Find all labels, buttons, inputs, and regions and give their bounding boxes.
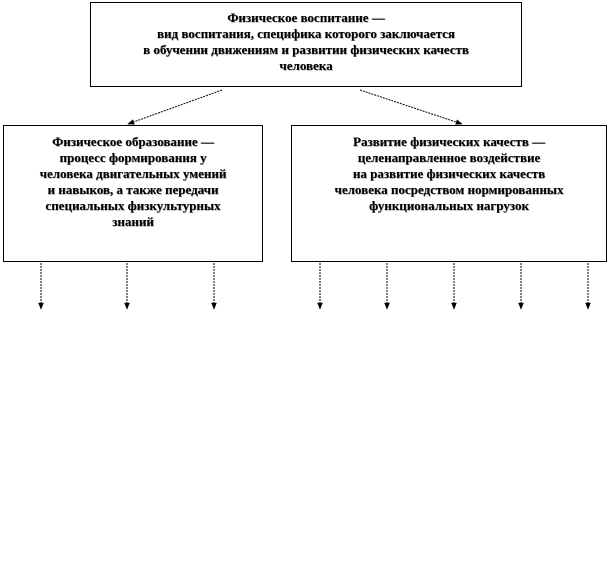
physical-training-line-4: специальных физкультурных (45, 198, 221, 213)
physical-education-title: Физическое воспитание — (227, 10, 385, 25)
physical-qualities-line-4: функциональных нагрузок (369, 198, 529, 213)
physical-qualities-line-1: целенаправленное воздействие (357, 150, 541, 165)
physical-qualities-line-2: на развитие физических качеств (352, 166, 546, 181)
arrow-to-left-box (128, 90, 222, 124)
physical-qualities-box (291, 125, 607, 262)
physical-education-line-2: в обучении движениям и развитии физических качеств (143, 42, 469, 57)
physical-education-box (90, 2, 522, 87)
physical-training-line-2: человека двигательных умений (39, 166, 227, 181)
physical-qualities-title: Развитие физических качеств — (353, 134, 545, 149)
physical-training-line-5: знаний (112, 214, 154, 229)
physical-training-line-3: и навыков, а также передачи (47, 182, 219, 197)
physical-education-line-1: вид воспитания, специфика которого заключается (157, 26, 455, 41)
physical-training-title: Физическое образование — (52, 134, 214, 149)
arrow-to-right-box (360, 90, 462, 124)
physical-training-box (3, 125, 263, 262)
physical-training-line-1: процесс формирования у (59, 150, 207, 165)
physical-education-line-3: человека (279, 58, 333, 73)
physical-qualities-line-3: человека посредством нормированных (334, 182, 564, 197)
